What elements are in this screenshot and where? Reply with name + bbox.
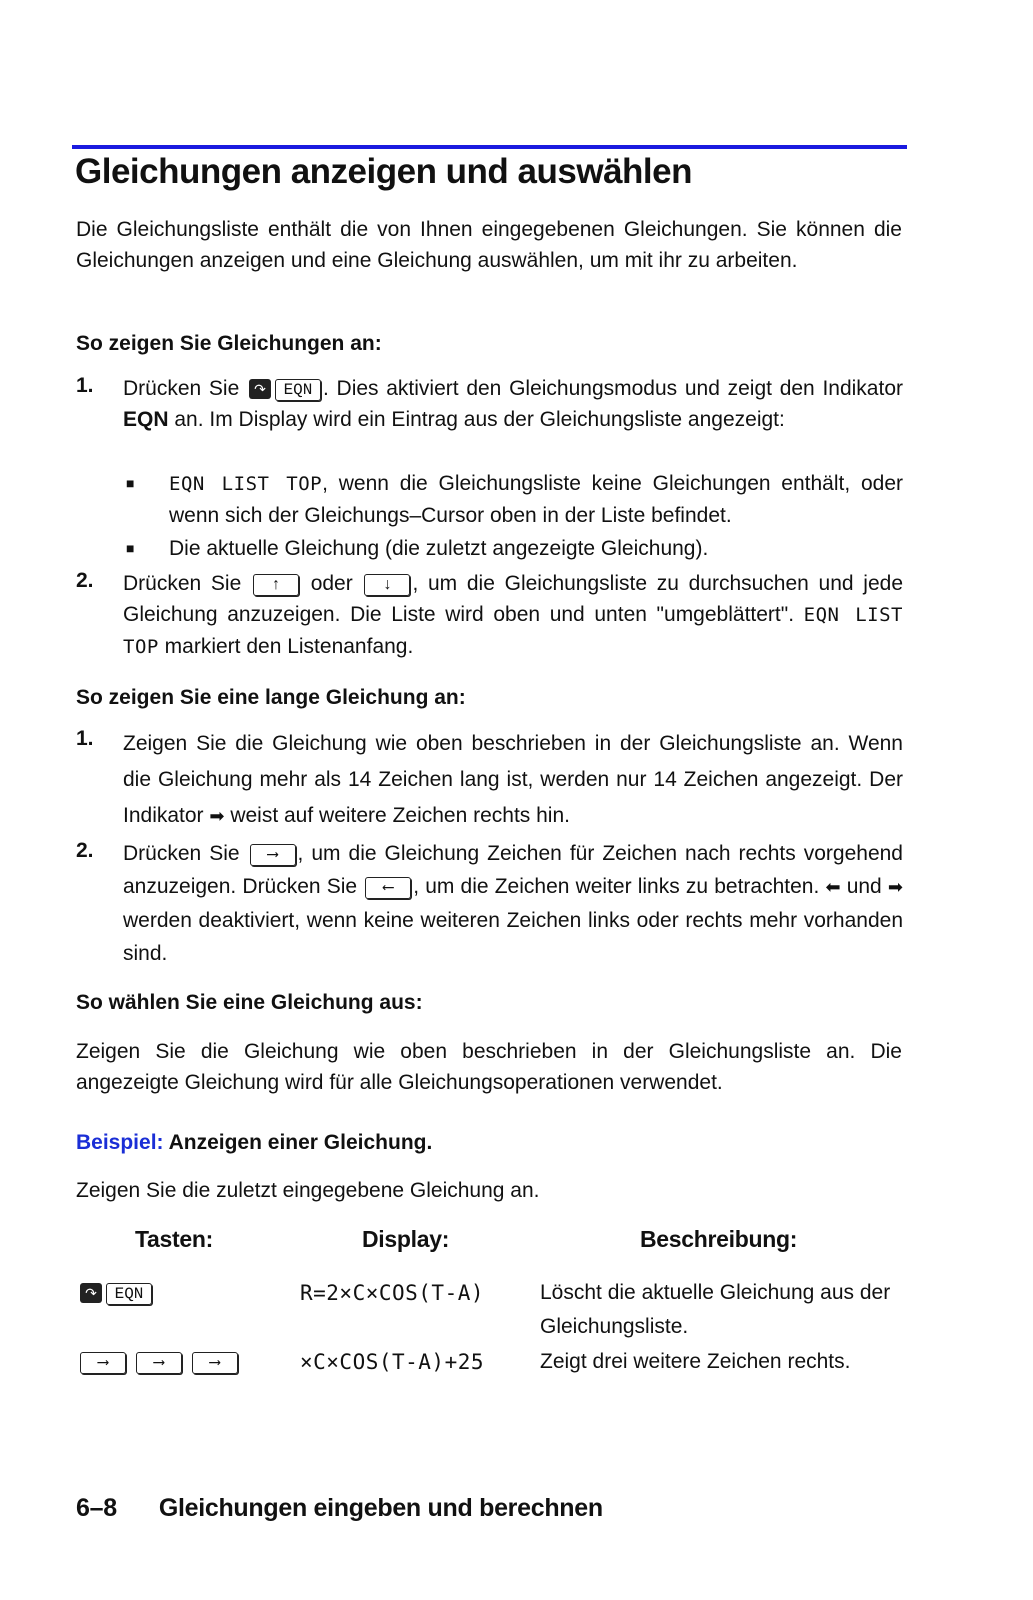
- table-row1-description: Löscht die aktuelle Gleichung aus der Gleichungsliste.: [540, 1281, 891, 1338]
- right-shift-key-icon: ↷: [249, 379, 271, 399]
- scroll-right-key-icon: ⟶: [192, 1352, 238, 1374]
- left-indicator-icon: ⬅: [825, 877, 841, 897]
- section3-text: Zeigen Sie die Gleichung wie oben beschrieben in der Gleichungsliste an. Die angezeigte Gleichung wird für alle Gleichungsoperationen verwendet.: [76, 1040, 902, 1094]
- eqn-key: EQN: [106, 1283, 152, 1305]
- table-row2-description: Zeigt drei weitere Zeichen rechts.: [540, 1350, 851, 1373]
- section3-heading: So wählen Sie eine Gleichung aus:: [76, 991, 423, 1014]
- s1-step2-c: , um die Gleichungsliste zu durchsuchen und jede Gleichung anzuzeigen. Die Liste wird oben und unten "umgeblättert".: [123, 572, 904, 626]
- bullet-icon: ■: [126, 540, 135, 556]
- scroll-right-key-icon: ⟶: [136, 1352, 182, 1374]
- intro-paragraph: Die Gleichungsliste enthält die von Ihnen eingegebenen Gleichungen. Sie können die Gleichungen anzeigen und eine Gleichung auswählen, um mit ihr zu arbeiten.: [76, 218, 902, 272]
- scroll-left-key-icon: ⟵: [365, 877, 411, 899]
- right-shift-key-icon: ↷: [80, 1283, 102, 1303]
- table-row1-keys: [78, 1276, 154, 1310]
- table-header-display: Display:: [362, 1226, 450, 1252]
- s1-step2-text: [123, 568, 903, 663]
- up-arrow-key-icon: ↑: [253, 574, 299, 596]
- s1-step2-a: Drücken Sie: [123, 572, 242, 595]
- s1-step1-c: an. Im Display wird ein Eintrag aus der Gleichungsliste angezeigt:: [174, 408, 785, 431]
- s2-step1-a: Zeigen Sie die Gleichung wie oben beschrieben in der Gleichungsliste an. Wenn die Gleichung mehr als 14 Zeichen lang ist, werden nur 14 Zeichen angezeigt. Der Indikator: [123, 732, 903, 827]
- table-row1-display: R=2×C×COS(T-A): [300, 1281, 485, 1305]
- s1-step1-b: . Dies aktiviert den Gleichungsmodus und zeigt den Indikator: [322, 377, 903, 400]
- s1-step2-d: markiert den Listenanfang.: [164, 635, 414, 658]
- s2-step1-text: [123, 726, 903, 834]
- s2-step2-b: , um die Gleichung Zeichen für Zeichen nach rechts vorgehend anzuzeigen. Drücken Sie: [123, 842, 903, 898]
- s1-bullet1-text: , wenn die Gleichungsliste keine Gleichungen enthält, oder wenn sich der Gleichungs–Cursor oben in der Liste befindet.: [169, 472, 903, 527]
- s1-step1-text: [123, 373, 903, 435]
- example-label: Beispiel:: [76, 1131, 164, 1154]
- s1-step2-number: 2.: [76, 569, 94, 592]
- s2-step2-d: und: [846, 875, 882, 898]
- s1-step1-number: 1.: [76, 374, 94, 397]
- title-rule: [72, 145, 907, 149]
- s1-step2-b: oder: [310, 572, 353, 595]
- table-header-description: Beschreibung:: [640, 1226, 798, 1252]
- s2-step2-number: 2.: [76, 839, 94, 862]
- bullet-icon: ■: [126, 475, 135, 491]
- down-arrow-key-icon: ↓: [364, 574, 410, 596]
- page-title: Gleichungen anzeigen und auswählen: [75, 152, 692, 191]
- page-number: 6–8: [76, 1494, 117, 1522]
- s1-step1-a: Drücken Sie: [123, 377, 240, 400]
- s2-step2-a: Drücken Sie: [123, 842, 240, 865]
- scroll-right-key-icon: ⟶: [80, 1352, 126, 1374]
- s2-step2-e: werden deaktiviert, wenn keine weiteren Zeichen links oder rechts mehr vorhanden sind.: [123, 909, 903, 965]
- example-text: Zeigen Sie die zuletzt eingegebene Gleichung an.: [76, 1179, 540, 1202]
- example-heading: [76, 1131, 432, 1155]
- right-indicator-icon: ➡: [209, 806, 225, 826]
- page-footer: [76, 1494, 603, 1523]
- s2-step1-number: 1.: [76, 727, 94, 750]
- table-row2-display: ×C×COS(T-A)+25: [300, 1350, 485, 1374]
- s1-bullet1: [169, 468, 903, 531]
- right-indicator-icon: ➡: [887, 877, 903, 897]
- example-title: Anzeigen einer Gleichung.: [168, 1131, 433, 1154]
- chapter-title: Gleichungen eingeben und berechnen: [158, 1494, 603, 1522]
- section1-heading: So zeigen Sie Gleichungen an:: [76, 332, 382, 355]
- table-header-keys: Tasten:: [135, 1226, 213, 1252]
- section2-heading: So zeigen Sie eine lange Gleichung an:: [76, 686, 466, 709]
- scroll-right-key-icon: ⟶: [250, 844, 296, 866]
- s2-step1-b: weist auf weitere Zeichen rechts hin.: [230, 804, 570, 827]
- eqn-indicator: EQN: [123, 408, 169, 431]
- table-row2-keys: [78, 1345, 240, 1379]
- s2-step2-text: [123, 837, 903, 970]
- s2-step2-c: , um die Zeichen weiter links zu betrachten.: [413, 875, 820, 898]
- s1-bullet2: Die aktuelle Gleichung (die zuletzt angezeigte Gleichung).: [169, 537, 709, 560]
- lcd-eqn-list-top-2: EQN LIST TOP: [123, 604, 903, 658]
- eqn-key: EQN: [275, 379, 321, 401]
- lcd-eqn-list-top: EQN LIST TOP: [169, 473, 323, 495]
